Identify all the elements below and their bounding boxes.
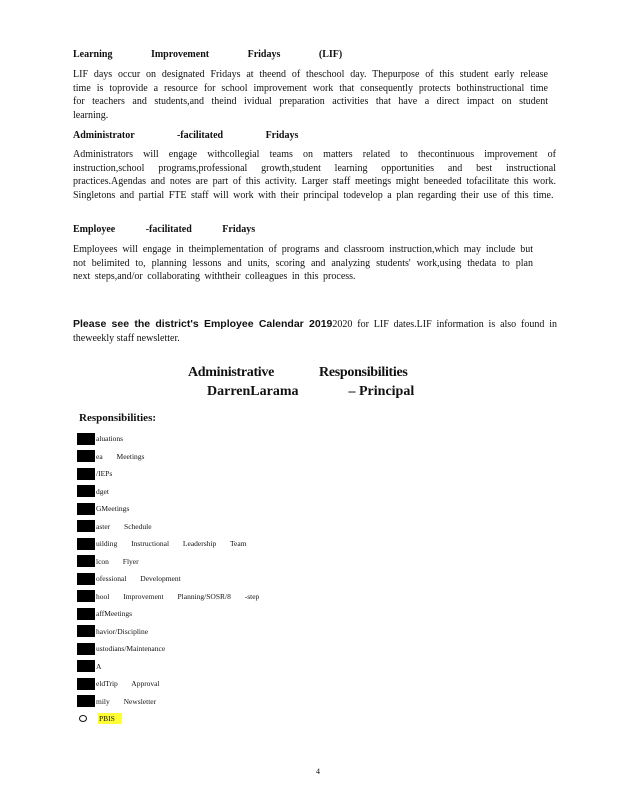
redaction-block (77, 485, 95, 497)
redaction-block (77, 625, 95, 637)
list-item-text: dget (96, 486, 109, 496)
employee-facilitated-heading: Employee -facilitated Fridays (73, 224, 256, 235)
list-item (77, 658, 377, 676)
list-item (77, 588, 377, 606)
responsibilities-label: Responsibilities: (79, 412, 157, 424)
list-item-text: mily Newsletter (96, 696, 157, 706)
redaction-block (77, 573, 95, 585)
list-item-text: aster Schedule (96, 521, 152, 531)
list-item-text: havior/Discipline (96, 626, 149, 636)
admin-facilitated-paragraph: Administrators will engage withcollegial teams on matters related to thecontinuous improvement of instruction,school programs,professional growth,student learning opportunities and best instructional practices.Agendas and notes are part of this activity. Larger staff meetings might beneeded tofacilitate this work. Singletons and partial FTE staff will work with their principal todevelop a plan regarding their use of this time. (73, 149, 556, 201)
redaction-block (77, 678, 95, 690)
redaction-block (77, 538, 95, 550)
calendar-note (73, 318, 557, 345)
list-item-text: ustodians/Maintenance (96, 644, 166, 654)
responsibilities-title-left: Administrative (188, 365, 275, 380)
list-item (77, 640, 377, 658)
responsibilities-list (77, 430, 377, 728)
redaction-block (77, 660, 95, 672)
responsibilities-title-right: Responsibilities (319, 365, 408, 380)
redaction-block (77, 450, 95, 462)
list-item (77, 535, 377, 553)
highlighted-text: PBIS (98, 713, 122, 724)
redaction-block (77, 695, 95, 707)
list-item-text: ea Meetings (96, 451, 145, 461)
list-item (77, 675, 377, 693)
list-item-text: affMeetings (96, 609, 133, 619)
list-item-text: /IEPs (96, 469, 113, 479)
calendar-note-rest: 2020 for LIF dates.LIF information is also found in theweekly staff newsletter. (73, 319, 557, 344)
list-item-text: lcon Flyer (96, 556, 139, 566)
list-item-text: eldTrip Approval (96, 679, 160, 689)
responsibilities-title (188, 365, 408, 381)
list-item (77, 553, 377, 571)
redaction-block (77, 643, 95, 655)
list-item-text: GMeetings (96, 504, 130, 514)
redaction-block (77, 555, 95, 567)
admin-facilitated-heading: Administrator -facilitated Fridays (73, 130, 299, 141)
list-item (77, 448, 377, 466)
principal-line (207, 384, 414, 400)
list-item-text: A (96, 661, 102, 671)
list-item (77, 605, 377, 623)
redaction-block (77, 590, 95, 602)
list-item (77, 500, 377, 518)
list-item (77, 430, 377, 448)
redaction-block (77, 520, 95, 532)
list-item-text: uilding Instructional Leadership Team (96, 539, 247, 549)
redaction-block (77, 433, 95, 445)
list-item (77, 483, 377, 501)
page-number: 4 (316, 767, 320, 776)
list-item (77, 465, 377, 483)
list-item (77, 693, 377, 711)
employee-facilitated-paragraph: Employees will engage in theimplementation of programs and classroom instruction,which may include but not belimited to, planning lessons and units, scoring and analyzing students' work,using thedata to plan next steps,and/or collaborating withtheir colleagues in this process. (73, 244, 533, 283)
list-item-pbis (77, 710, 377, 728)
list-item-text: ofessional Development (96, 574, 181, 584)
calendar-note-lead: Please see the district's Employee Calendar 2019 (73, 318, 333, 330)
list-item-text: hool Improvement Planning/SOSR/8 -step (96, 591, 260, 601)
lif-paragraph: LIF days occur on designated Fridays at theend of theschool day. Thepurpose of this student early release time is toprovide a resource for school improvement work that consequently protects bothinstructional time for teachers and students,and theind ividual preparation activities that have a direct impact on student learning. (73, 69, 548, 121)
principal-name: DarrenLarama (207, 384, 299, 399)
redaction-block (77, 608, 95, 620)
principal-role: – Principal (348, 384, 415, 399)
list-item (77, 623, 377, 641)
list-item-text: aluations (96, 434, 124, 444)
list-item (77, 518, 377, 536)
redaction-block (77, 468, 95, 480)
redaction-block (77, 503, 95, 515)
lif-heading: Learning Improvement Fridays (LIF) (73, 49, 343, 60)
circle-bullet-icon (79, 715, 87, 722)
list-item (77, 570, 377, 588)
